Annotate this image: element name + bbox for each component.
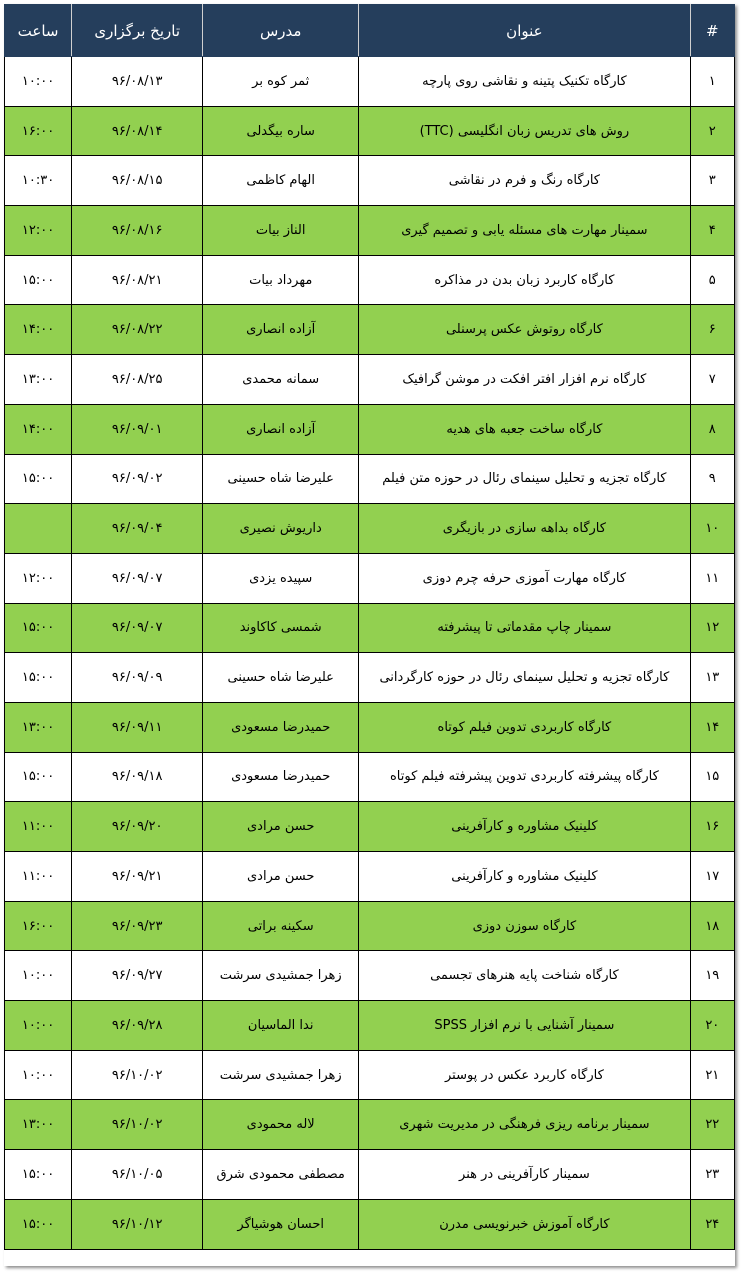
- header-time: ساعت: [5, 5, 72, 57]
- table-row: [5, 404, 735, 454]
- cell-num: ۲۴: [690, 1199, 734, 1249]
- cell-teacher: حسن مرادی: [203, 852, 359, 902]
- table-row: [5, 255, 735, 305]
- cell-date: ۹۶/۰۸/۲۲: [72, 305, 203, 355]
- table-row: [5, 852, 735, 902]
- cell-date: ۹۶/۱۰/۰۲: [72, 1100, 203, 1150]
- cell-date: ۹۶/۰۹/۰۴: [72, 504, 203, 554]
- cell-time: ۱۱:۰۰: [5, 802, 72, 852]
- table-row: [5, 156, 735, 206]
- cell-time: ۱۲:۰۰: [5, 553, 72, 603]
- cell-time: ۱۵:۰۰: [5, 255, 72, 305]
- cell-teacher: ثمر کوه بر: [203, 57, 359, 107]
- cell-title: کارگاه نرم افزار افتر افکت در موشن گرافیک: [359, 355, 690, 405]
- cell-num: ۱: [690, 57, 734, 107]
- workshop-schedule-table: [4, 4, 735, 1250]
- cell-time: ۱۵:۰۰: [5, 653, 72, 703]
- cell-title: کارگاه رنگ و فرم در نقاشی: [359, 156, 690, 206]
- cell-title: کارگاه آموزش خبرنویسی مدرن: [359, 1199, 690, 1249]
- table-row: [5, 504, 735, 554]
- cell-teacher: ساره بیگدلی: [203, 106, 359, 156]
- cell-time: ۱۶:۰۰: [5, 106, 72, 156]
- cell-time: ۱۱:۰۰: [5, 852, 72, 902]
- cell-time: ۱۴:۰۰: [5, 305, 72, 355]
- cell-teacher: شمسی کاکاوند: [203, 603, 359, 653]
- cell-time: ۱۰:۳۰: [5, 156, 72, 206]
- table-row: [5, 106, 735, 156]
- table-row: [5, 1001, 735, 1051]
- cell-title: سمینار چاپ مقدماتی تا پیشرفته: [359, 603, 690, 653]
- cell-teacher: مصطفی محمودی شرق: [203, 1150, 359, 1200]
- cell-date: ۹۶/۰۸/۲۵: [72, 355, 203, 405]
- cell-teacher: زهرا جمشیدی سرشت: [203, 1050, 359, 1100]
- cell-num: ۶: [690, 305, 734, 355]
- cell-teacher: سپیده یزدی: [203, 553, 359, 603]
- cell-title: کارگاه کاربرد عکس در پوستر: [359, 1050, 690, 1100]
- cell-teacher: احسان هوشیاگر: [203, 1199, 359, 1249]
- cell-num: ۹: [690, 454, 734, 504]
- cell-num: ۱۸: [690, 901, 734, 951]
- cell-date: ۹۶/۰۹/۲۳: [72, 901, 203, 951]
- header-num: #: [690, 5, 734, 57]
- cell-time: ۱۵:۰۰: [5, 1199, 72, 1249]
- cell-teacher: ندا الماسیان: [203, 1001, 359, 1051]
- cell-title: کارگاه روتوش عکس پرسنلی: [359, 305, 690, 355]
- cell-num: ۱۹: [690, 951, 734, 1001]
- cell-date: ۹۶/۰۸/۱۶: [72, 206, 203, 256]
- cell-time: ۱۵:۰۰: [5, 603, 72, 653]
- schedule-sheet: [4, 4, 735, 1266]
- cell-time: ۱۳:۰۰: [5, 702, 72, 752]
- cell-title: کارگاه تکنیک پتینه و نقاشی روی پارچه: [359, 57, 690, 107]
- cell-teacher: علیرضا شاه حسینی: [203, 454, 359, 504]
- cell-num: ۱۴: [690, 702, 734, 752]
- cell-num: ۱۳: [690, 653, 734, 703]
- cell-date: ۹۶/۰۸/۱۵: [72, 156, 203, 206]
- cell-teacher: لاله محمودی: [203, 1100, 359, 1150]
- table-row: [5, 355, 735, 405]
- cell-num: ۲: [690, 106, 734, 156]
- cell-time: ۱۲:۰۰: [5, 206, 72, 256]
- cell-teacher: حمیدرضا مسعودی: [203, 702, 359, 752]
- cell-title: کارگاه کاربرد زبان بدن در مذاکره: [359, 255, 690, 305]
- header-date: تاریخ برگزاری: [72, 5, 203, 57]
- cell-date: ۹۶/۱۰/۱۲: [72, 1199, 203, 1249]
- cell-num: ۱۶: [690, 802, 734, 852]
- cell-title: کارگاه شناخت پایه هنرهای تجسمی: [359, 951, 690, 1001]
- header-teacher: مدرس: [203, 5, 359, 57]
- cell-num: ۴: [690, 206, 734, 256]
- cell-date: ۹۶/۰۹/۲۱: [72, 852, 203, 902]
- cell-time: ۱۰:۰۰: [5, 1001, 72, 1051]
- cell-time: [5, 504, 72, 554]
- cell-title: کارگاه ساخت جعبه های هدیه: [359, 404, 690, 454]
- cell-teacher: حمیدرضا مسعودی: [203, 752, 359, 802]
- table-row: [5, 951, 735, 1001]
- cell-teacher: الناز بیات: [203, 206, 359, 256]
- cell-title: سمینار برنامه ریزی فرهنگی در مدیریت شهری: [359, 1100, 690, 1150]
- cell-teacher: داریوش نصیری: [203, 504, 359, 554]
- cell-num: ۲۱: [690, 1050, 734, 1100]
- table-row: [5, 752, 735, 802]
- cell-date: ۹۶/۰۹/۰۱: [72, 404, 203, 454]
- cell-num: ۱۲: [690, 603, 734, 653]
- cell-num: ۱۷: [690, 852, 734, 902]
- table-row: [5, 454, 735, 504]
- cell-date: ۹۶/۰۸/۱۳: [72, 57, 203, 107]
- cell-date: ۹۶/۰۹/۲۸: [72, 1001, 203, 1051]
- cell-time: ۱۰:۰۰: [5, 1050, 72, 1100]
- table-row: [5, 1050, 735, 1100]
- cell-title: کارگاه پیشرفته کاربردی تدوین پیشرفته فیلم کوتاه: [359, 752, 690, 802]
- table-row: [5, 1100, 735, 1150]
- cell-title: روش های تدریس زبان انگلیسی (TTC): [359, 106, 690, 156]
- cell-num: ۱۱: [690, 553, 734, 603]
- cell-num: ۱۵: [690, 752, 734, 802]
- cell-num: ۵: [690, 255, 734, 305]
- cell-teacher: حسن مرادی: [203, 802, 359, 852]
- cell-title: کارگاه تجزیه و تحلیل سینمای رئال در حوزه متن فیلم: [359, 454, 690, 504]
- cell-num: ۲۰: [690, 1001, 734, 1051]
- cell-time: ۱۰:۰۰: [5, 951, 72, 1001]
- table-row: [5, 653, 735, 703]
- table-row: [5, 206, 735, 256]
- cell-time: ۱۵:۰۰: [5, 1150, 72, 1200]
- cell-title: کارگاه مهارت آموزی حرفه چرم دوزی: [359, 553, 690, 603]
- cell-date: ۹۶/۰۹/۰۹: [72, 653, 203, 703]
- cell-num: ۲۲: [690, 1100, 734, 1150]
- cell-num: ۸: [690, 404, 734, 454]
- cell-title: کارگاه تجزیه و تحلیل سینمای رئال در حوزه کارگردانی: [359, 653, 690, 703]
- cell-date: ۹۶/۱۰/۰۵: [72, 1150, 203, 1200]
- cell-title: سمینار مهارت های مسئله یابی و تصمیم گیری: [359, 206, 690, 256]
- cell-title: کارگاه کاربردی تدوین فیلم کوتاه: [359, 702, 690, 752]
- cell-num: ۷: [690, 355, 734, 405]
- cell-teacher: سمانه محمدی: [203, 355, 359, 405]
- table-row: [5, 553, 735, 603]
- cell-time: ۱۵:۰۰: [5, 752, 72, 802]
- cell-time: ۱۵:۰۰: [5, 454, 72, 504]
- cell-teacher: آزاده انصاری: [203, 404, 359, 454]
- table-row: [5, 702, 735, 752]
- cell-time: ۱۴:۰۰: [5, 404, 72, 454]
- cell-teacher: مهرداد بیات: [203, 255, 359, 305]
- cell-num: ۳: [690, 156, 734, 206]
- table-body: [5, 57, 735, 1250]
- cell-date: ۹۶/۰۹/۰۷: [72, 553, 203, 603]
- cell-title: سمینار کارآفرینی در هنر: [359, 1150, 690, 1200]
- table-row: [5, 1150, 735, 1200]
- cell-teacher: زهرا جمشیدی سرشت: [203, 951, 359, 1001]
- table-row: [5, 57, 735, 107]
- cell-title: کارگاه بداهه سازی در بازیگری: [359, 504, 690, 554]
- cell-teacher: آزاده انصاری: [203, 305, 359, 355]
- cell-title: کلینیک مشاوره و کارآفرینی: [359, 802, 690, 852]
- header-row: [5, 5, 735, 57]
- cell-time: ۱۰:۰۰: [5, 57, 72, 107]
- cell-date: ۹۶/۰۹/۲۰: [72, 802, 203, 852]
- cell-date: ۹۶/۱۰/۰۲: [72, 1050, 203, 1100]
- cell-date: ۹۶/۰۹/۱۸: [72, 752, 203, 802]
- cell-num: ۱۰: [690, 504, 734, 554]
- cell-date: ۹۶/۰۸/۲۱: [72, 255, 203, 305]
- cell-time: ۱۳:۰۰: [5, 355, 72, 405]
- cell-date: ۹۶/۰۹/۲۷: [72, 951, 203, 1001]
- cell-time: ۱۶:۰۰: [5, 901, 72, 951]
- table-row: [5, 901, 735, 951]
- cell-title: کارگاه سوزن دوزی: [359, 901, 690, 951]
- cell-date: ۹۶/۰۹/۱۱: [72, 702, 203, 752]
- cell-date: ۹۶/۰۹/۰۲: [72, 454, 203, 504]
- header-title: عنوان: [359, 5, 690, 57]
- table-row: [5, 305, 735, 355]
- table-row: [5, 603, 735, 653]
- cell-title: سمینار آشنایی با نرم افزار SPSS: [359, 1001, 690, 1051]
- cell-date: ۹۶/۰۹/۰۷: [72, 603, 203, 653]
- cell-time: ۱۳:۰۰: [5, 1100, 72, 1150]
- table-row: [5, 1199, 735, 1249]
- cell-date: ۹۶/۰۸/۱۴: [72, 106, 203, 156]
- cell-teacher: علیرضا شاه حسینی: [203, 653, 359, 703]
- cell-teacher: الهام کاظمی: [203, 156, 359, 206]
- cell-teacher: سکینه براتی: [203, 901, 359, 951]
- cell-title: کلینیک مشاوره و کارآفرینی: [359, 852, 690, 902]
- table-row: [5, 802, 735, 852]
- cell-num: ۲۳: [690, 1150, 734, 1200]
